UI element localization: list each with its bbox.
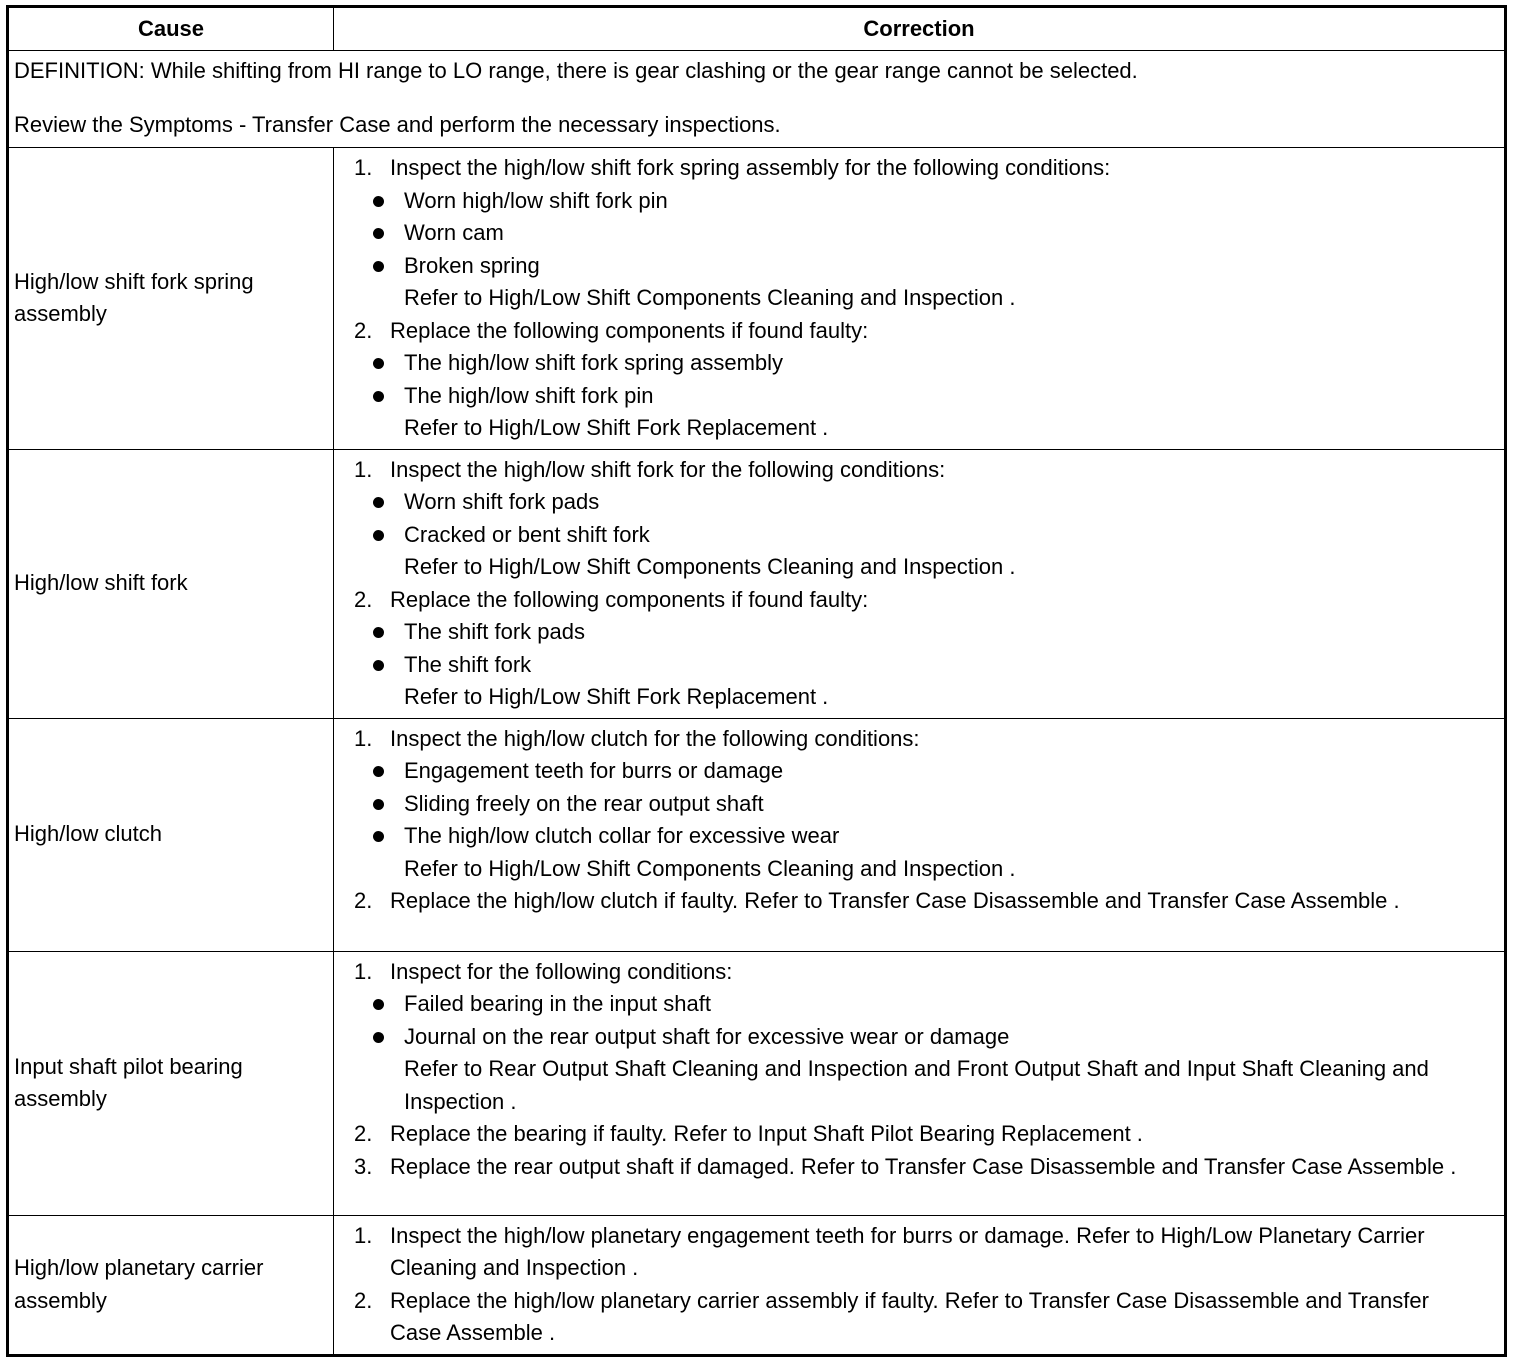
step-text: Replace the bearing if faulty. Refer to Input Shaft Pilot Bearing Replacement . (390, 1121, 1143, 1146)
reference-link: Refer to Rear Output Shaft Cleaning and Inspection and Front Output Shaft and Input Shaft Cleaning and Inspection . (404, 1056, 1429, 1114)
correction-step (354, 885, 1484, 918)
bullet-icon (368, 519, 404, 552)
correction-cell (334, 148, 1506, 450)
bullet-text: Journal on the rear output shaft for excessive wear or damage (404, 1023, 1010, 1049)
correction-step (354, 723, 1484, 756)
step-body (390, 723, 1484, 756)
bullet-item (354, 217, 1484, 250)
cause-cell: High/low shift fork (8, 449, 334, 718)
bullet-text: Sliding freely on the rear output shaft (404, 790, 764, 816)
review-text: Review the Symptoms - Transfer Case and perform the necessary inspections. (14, 112, 781, 137)
bullet-icon (368, 217, 404, 250)
bullet-item (354, 250, 1484, 283)
table-row (8, 718, 1506, 951)
step-text: Replace the high/low planetary carrier assembly if faulty. Refer to Transfer Case Disassemble and Transfer Case Assemble . (390, 1287, 1429, 1345)
step-text: Inspect the high/low shift fork for the following conditions: (390, 456, 946, 482)
bullet-item (354, 185, 1484, 218)
bullet-item (354, 988, 1484, 1021)
definition-row (8, 51, 1506, 148)
correction-cell (334, 1215, 1506, 1355)
cause-cell: High/low planetary carrier assembly (8, 1215, 334, 1355)
step-number: 2. (354, 317, 373, 343)
bullet-item (354, 347, 1484, 380)
step-body (390, 1118, 1484, 1151)
step-body (390, 885, 1484, 918)
bullet-icon (368, 347, 404, 380)
table-row (8, 951, 1506, 1215)
definition-text: DEFINITION: While shifting from HI range to LO range, there is gear clashing or the gear range cannot be selected. (14, 58, 1138, 83)
bullet-icon (368, 185, 404, 218)
step-text: Inspect the high/low shift fork spring assembly for the following conditions: (390, 155, 1111, 180)
bullet-item (354, 486, 1484, 519)
bullet-text: Worn high/low shift fork pin (404, 187, 668, 213)
bullet-text: Failed bearing in the input shaft (404, 991, 711, 1016)
step-text: Replace the rear output shaft if damaged. Refer to Transfer Case Disassemble and Transfer Case Assemble . (390, 1153, 1457, 1179)
bullet-text: Worn cam (404, 220, 504, 245)
step-number: 3. (354, 1153, 373, 1179)
correction-cell (334, 718, 1506, 951)
step-number: 1. (354, 1222, 373, 1248)
bullet-item (354, 380, 1484, 413)
bullet-text: Cracked or bent shift fork (404, 521, 650, 547)
step-body (390, 956, 1484, 989)
step-number: 2. (354, 888, 373, 913)
step-number: 2. (354, 1121, 373, 1146)
bullet-text: The high/low shift fork spring assembly (404, 350, 784, 375)
step-text: Replace the following components if found faulty: (390, 317, 869, 343)
bullet-icon (368, 486, 404, 519)
reference-link: Refer to High/Low Shift Fork Replacement . (404, 684, 829, 709)
correction-step (354, 1220, 1484, 1285)
cause-header: Cause (8, 7, 334, 51)
step-body (390, 1220, 1484, 1285)
bullet-text: The high/low shift fork pin (404, 382, 654, 408)
bullet-icon (368, 649, 404, 682)
cause-cell: High/low shift fork spring assembly (8, 148, 334, 450)
step-body (390, 1285, 1484, 1350)
correction-step (354, 152, 1484, 185)
correction-cell (334, 449, 1506, 718)
bullet-icon (368, 755, 404, 788)
correction-step (354, 1151, 1484, 1184)
step-body (390, 584, 1484, 617)
reference-link: Refer to High/Low Shift Fork Replacement . (404, 415, 829, 440)
diagnostic-table (6, 5, 1507, 1357)
bullet-icon (368, 988, 404, 1021)
step-number: 1. (354, 725, 373, 751)
step-text: Inspect the high/low planetary engagement teeth for burrs or damage. Refer to High/Low Planetary Carrier Cleaning and Inspection . (390, 1222, 1425, 1280)
bullet-text: Broken spring (404, 252, 540, 278)
step-text: Inspect for the following conditions: (390, 958, 733, 984)
bullet-icon (368, 250, 404, 283)
correction-step (354, 584, 1484, 617)
step-number: 1. (354, 958, 373, 984)
step-body (390, 315, 1484, 348)
step-number: 2. (354, 1287, 373, 1313)
bullet-text: Worn shift fork pads (404, 489, 600, 514)
bullet-item (354, 755, 1484, 788)
bullet-text: The shift fork pads (404, 619, 585, 644)
bullet-icon (368, 820, 404, 853)
correction-cell (334, 951, 1506, 1215)
bullet-item (354, 788, 1484, 821)
step-body (390, 152, 1484, 185)
correction-step (354, 315, 1484, 348)
step-number: 1. (354, 456, 373, 482)
reference-link: Refer to High/Low Shift Components Cleaning and Inspection . (404, 285, 1016, 310)
bullet-icon (368, 1021, 404, 1054)
reference-link: Refer to High/Low Shift Components Cleaning and Inspection . (404, 855, 1016, 881)
reference-link: Refer to High/Low Shift Components Cleaning and Inspection . (404, 554, 1016, 579)
bullet-item (354, 1021, 1484, 1054)
step-text: Replace the following components if found faulty: (390, 586, 869, 612)
correction-step (354, 956, 1484, 989)
table-row (8, 449, 1506, 718)
correction-step (354, 1118, 1484, 1151)
cause-cell: Input shaft pilot bearing assembly (8, 951, 334, 1215)
bullet-icon (368, 380, 404, 413)
table-row (8, 148, 1506, 450)
correction-step (354, 1285, 1484, 1350)
bullet-item (354, 616, 1484, 649)
step-number: 2. (354, 586, 373, 612)
correction-header: Correction (334, 7, 1506, 51)
step-body (390, 1151, 1484, 1184)
cause-cell: High/low clutch (8, 718, 334, 951)
bullet-text: The shift fork (404, 651, 532, 677)
bullet-item (354, 519, 1484, 552)
bullet-item (354, 649, 1484, 682)
step-text: Replace the high/low clutch if faulty. Refer to Transfer Case Disassemble and Transfer Case Assemble . (390, 888, 1400, 913)
correction-step (354, 454, 1484, 487)
definition-cell (8, 51, 1506, 148)
table-row (8, 1215, 1506, 1355)
bullet-text: Engagement teeth for burrs or damage (404, 758, 784, 783)
bullet-icon (368, 788, 404, 821)
bullet-text: The high/low clutch collar for excessive wear (404, 823, 840, 848)
header-row (8, 7, 1506, 51)
step-text: Inspect the high/low clutch for the following conditions: (390, 725, 920, 751)
bullet-item (354, 820, 1484, 853)
step-number: 1. (354, 155, 373, 180)
step-body (390, 454, 1484, 487)
bullet-icon (368, 616, 404, 649)
